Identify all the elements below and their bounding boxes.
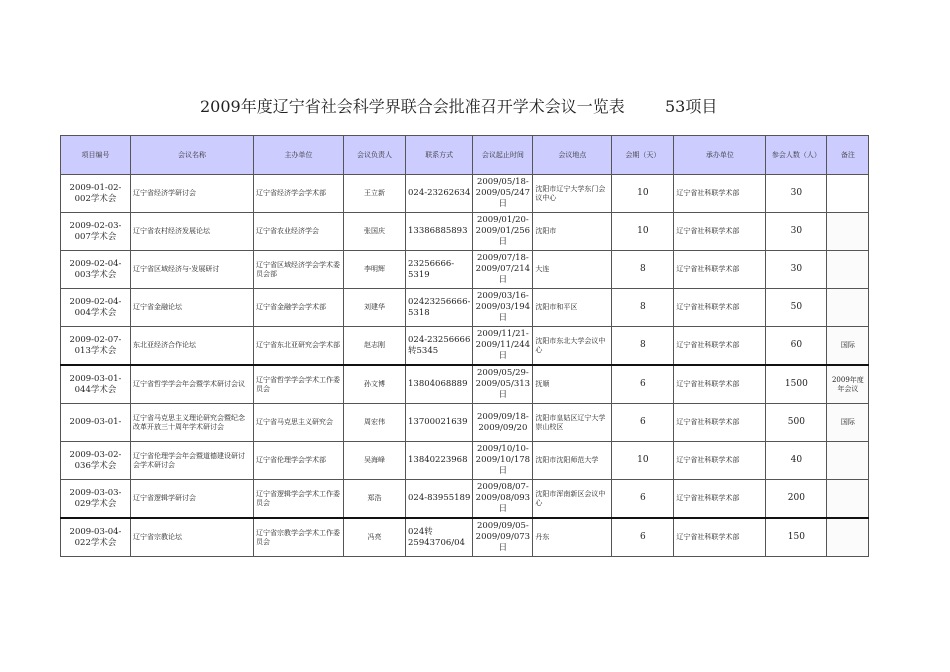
cell-contact: 024-83955189 [406, 480, 473, 519]
cell-place: 沈阳市浑南新区会议中心 [533, 480, 612, 519]
cell-id: 2009-03-04-022学术会 [61, 518, 131, 557]
header-host: 主办单位 [254, 136, 344, 175]
cell-time: 2009/03/16-2009/03/194日 [473, 289, 533, 327]
table-row [61, 480, 869, 519]
cell-person: 赵志刚 [344, 327, 406, 366]
table-row [61, 175, 869, 213]
cell-days: 10 [612, 213, 674, 251]
cell-name: 辽宁省金融论坛 [131, 289, 254, 327]
cell-person: 周宏伟 [344, 404, 406, 442]
cell-people: 500 [766, 404, 827, 442]
cell-name: 辽宁省宗教论坛 [131, 518, 254, 557]
cell-note: 国际 [827, 404, 869, 442]
cell-people: 40 [766, 442, 827, 480]
cell-org: 辽宁省社科联学术部 [674, 327, 766, 366]
header-person: 会议负责人 [344, 136, 406, 175]
cell-host: 辽宁省金融学会学术部 [254, 289, 344, 327]
cell-people: 30 [766, 251, 827, 289]
cell-id: 2009-03-01- [61, 404, 131, 442]
header-time: 会议起止时间 [473, 136, 533, 175]
table-row [61, 518, 869, 557]
cell-note [827, 175, 869, 213]
cell-person: 张国庆 [344, 213, 406, 251]
cell-org: 辽宁省社科联学术部 [674, 175, 766, 213]
header-name: 会议名称 [131, 136, 254, 175]
cell-contact: 02423256666-5318 [406, 289, 473, 327]
header-note: 备注 [827, 136, 869, 175]
cell-id: 2009-02-04-003学术会 [61, 251, 131, 289]
cell-name: 辽宁省经济学研讨会 [131, 175, 254, 213]
cell-host: 辽宁省逻辑学会学术工作委员会 [254, 480, 344, 519]
page-title: 2009年度辽宁省社会科学界联合会批准召开学术会议一览表 [200, 97, 625, 116]
meetings-table [60, 135, 869, 557]
cell-host: 辽宁省伦理学会学术部 [254, 442, 344, 480]
cell-people: 150 [766, 518, 827, 557]
cell-place: 沈阳市东北大学会议中心 [533, 327, 612, 366]
cell-contact: 23256666-5319 [406, 251, 473, 289]
cell-people: 30 [766, 213, 827, 251]
cell-days: 8 [612, 327, 674, 366]
cell-name: 东北亚经济合作论坛 [131, 327, 254, 366]
table-row [61, 365, 869, 404]
cell-days: 10 [612, 442, 674, 480]
cell-days: 8 [612, 251, 674, 289]
cell-person: 郑浩 [344, 480, 406, 519]
header-place: 会议地点 [533, 136, 612, 175]
cell-people: 50 [766, 289, 827, 327]
cell-people: 30 [766, 175, 827, 213]
cell-name: 辽宁省马克思主义理论研究会暨纪念改革开放三十周年学术研讨会 [131, 404, 254, 442]
cell-org: 辽宁省社科联学术部 [674, 404, 766, 442]
cell-id: 2009-03-01-044学术会 [61, 365, 131, 404]
cell-name: 辽宁省逻辑学研讨会 [131, 480, 254, 519]
cell-person: 李明辉 [344, 251, 406, 289]
cell-contact: 024-23262634 [406, 175, 473, 213]
cell-id: 2009-02-07-013学术会 [61, 327, 131, 366]
cell-host: 辽宁省经济学会学术部 [254, 175, 344, 213]
cell-place: 沈阳市皇姑区辽宁大学崇山校区 [533, 404, 612, 442]
cell-contact: 13840223968 [406, 442, 473, 480]
cell-host: 辽宁省区域经济学会学术委员会部 [254, 251, 344, 289]
cell-time: 2009/05/29-2009/05/313日 [473, 365, 533, 404]
cell-place: 沈阳市 [533, 213, 612, 251]
cell-host: 辽宁省哲学学会学术工作委员会 [254, 365, 344, 404]
cell-time: 2009/11/21-2009/11/244日 [473, 327, 533, 366]
cell-days: 6 [612, 480, 674, 519]
cell-person: 孙文博 [344, 365, 406, 404]
cell-place: 沈阳市和平区 [533, 289, 612, 327]
cell-id: 2009-03-03-029学术会 [61, 480, 131, 519]
cell-people: 1500 [766, 365, 827, 404]
cell-people: 200 [766, 480, 827, 519]
cell-time: 2009/08/07-2009/08/093日 [473, 480, 533, 519]
project-count: 53项目 [665, 97, 718, 116]
cell-id: 2009-01-02-002学术会 [61, 175, 131, 213]
cell-host: 辽宁省宗教学会学术工作委员会 [254, 518, 344, 557]
header-days: 会期（天） [612, 136, 674, 175]
cell-people: 60 [766, 327, 827, 366]
cell-note [827, 289, 869, 327]
table-row [61, 213, 869, 251]
cell-note: 国际 [827, 327, 869, 366]
cell-place: 沈阳市辽宁大学东门会议中心 [533, 175, 612, 213]
cell-note [827, 251, 869, 289]
cell-host: 辽宁省农业经济学会 [254, 213, 344, 251]
cell-contact: 13804068889 [406, 365, 473, 404]
cell-person: 吴海峰 [344, 442, 406, 480]
cell-name: 辽宁省哲学学会年会暨学术研讨会议 [131, 365, 254, 404]
cell-host: 辽宁省东北亚研究会学术部 [254, 327, 344, 366]
cell-name: 辽宁省区域经济与-发展研讨 [131, 251, 254, 289]
cell-note [827, 213, 869, 251]
cell-org: 辽宁省社科联学术部 [674, 365, 766, 404]
cell-note [827, 518, 869, 557]
cell-contact: 024转25943706/04 [406, 518, 473, 557]
header-contact: 联系方式 [406, 136, 473, 175]
cell-time: 2009/10/10-2009/10/178日 [473, 442, 533, 480]
table-row [61, 327, 869, 366]
header-id: 项目编号 [61, 136, 131, 175]
cell-host: 辽宁省马克思主义研究会 [254, 404, 344, 442]
cell-org: 辽宁省社科联学术部 [674, 251, 766, 289]
table-row [61, 404, 869, 442]
cell-time: 2009/05/18-2009/05/247日 [473, 175, 533, 213]
cell-org: 辽宁省社科联学术部 [674, 442, 766, 480]
table-row [61, 442, 869, 480]
cell-contact: 024-23256666转5345 [406, 327, 473, 366]
cell-org: 辽宁省社科联学术部 [674, 480, 766, 519]
cell-time: 2009/09/18-2009/09/20 [473, 404, 533, 442]
cell-id: 2009-03-02-036学术会 [61, 442, 131, 480]
cell-org: 辽宁省社科联学术部 [674, 213, 766, 251]
cell-place: 大连 [533, 251, 612, 289]
cell-time: 2009/09/05-2009/09/073日 [473, 518, 533, 557]
cell-place: 抚顺 [533, 365, 612, 404]
header-org: 承办单位 [674, 136, 766, 175]
header-people: 参会人数（人） [766, 136, 827, 175]
cell-days: 6 [612, 365, 674, 404]
cell-contact: 13386885893 [406, 213, 473, 251]
cell-note: 2009年度年会议 [827, 365, 869, 404]
cell-time: 2009/07/18-2009/07/214日 [473, 251, 533, 289]
cell-place: 丹东 [533, 518, 612, 557]
cell-id: 2009-02-04-004学术会 [61, 289, 131, 327]
cell-contact: 13700021639 [406, 404, 473, 442]
cell-org: 辽宁省社科联学术部 [674, 518, 766, 557]
cell-person: 王立新 [344, 175, 406, 213]
cell-days: 6 [612, 404, 674, 442]
cell-days: 8 [612, 289, 674, 327]
cell-place: 沈阳市沈阳师范大学 [533, 442, 612, 480]
cell-person: 冯亮 [344, 518, 406, 557]
cell-name: 辽宁省农村经济发展论坛 [131, 213, 254, 251]
cell-note [827, 442, 869, 480]
table-row [61, 289, 869, 327]
cell-org: 辽宁省社科联学术部 [674, 289, 766, 327]
table-row [61, 251, 869, 289]
cell-note [827, 480, 869, 519]
cell-time: 2009/01/20-2009/01/256日 [473, 213, 533, 251]
cell-id: 2009-02-03-007学术会 [61, 213, 131, 251]
cell-days: 6 [612, 518, 674, 557]
cell-name: 辽宁省伦理学会年会暨道德建设研讨会学术研讨会 [131, 442, 254, 480]
table-header-row [61, 136, 869, 175]
cell-days: 10 [612, 175, 674, 213]
cell-person: 刘建华 [344, 289, 406, 327]
